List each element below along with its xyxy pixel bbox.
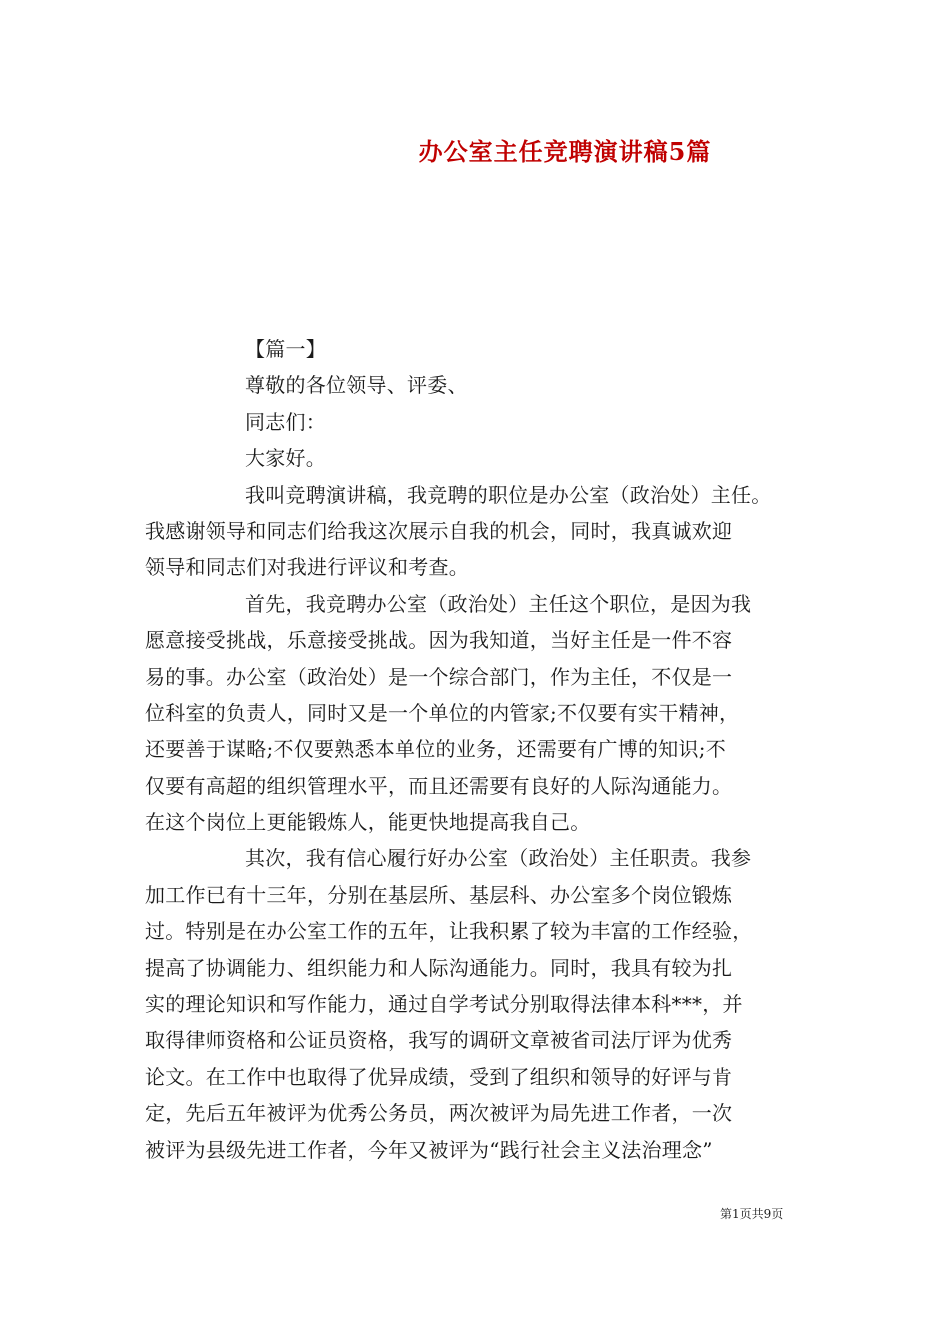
paragraph-line: 领导和同志们对我进行评议和考查。 <box>145 555 469 580</box>
paragraph-line: 首先，我竞聘办公室（政治处）主任这个职位，是因为我 <box>245 591 752 616</box>
paragraph-line: 还要善于谋略;不仅要熟悉本单位的业务，还需要有广博的知识;不 <box>145 737 726 762</box>
greeting-line: 大家好。 <box>245 446 326 471</box>
paragraph-line: 易的事。办公室（政治处）是一个综合部门，作为主任，不仅是一 <box>145 664 733 689</box>
paragraph-line: 定，先后五年被评为优秀公务员，两次被评为局先进工作者，一次 <box>145 1101 733 1126</box>
document-body <box>145 331 825 1168</box>
paragraph-line: 论文。在工作中也取得了优异成绩，受到了组织和领导的好评与肯 <box>145 1064 733 1089</box>
paragraph-line: 加工作已有十三年，分别在基层所、基层科、办公室多个岗位锻炼 <box>145 882 733 907</box>
paragraph-line: 取得律师资格和公证员资格，我写的调研文章被省司法厅评为优秀 <box>145 1028 733 1053</box>
section-heading: 【篇一】 <box>245 337 326 361</box>
paragraph-line: 被评为县级先进工作者，今年又被评为“践行社会主义法治理念” <box>145 1137 713 1162</box>
paragraph-line: 愿意接受挑战，乐意接受挑战。因为我知道，当好主任是一件不容 <box>145 628 733 653</box>
paragraph-line: 实的理论知识和写作能力，通过自学考试分别取得法律本科***，并 <box>145 992 743 1017</box>
paragraph-line: 位科室的负责人，同时又是一个单位的内管家;不仅要有实干精神， <box>145 700 740 725</box>
paragraph-line: 仅要有高超的组织管理水平，而且还需要有良好的人际沟通能力。 <box>145 773 733 798</box>
salutation-line: 同志们： <box>245 409 326 434</box>
paragraph-line: 其次，我有信心履行好办公室（政治处）主任职责。我参 <box>245 846 752 871</box>
paragraph-line: 过。特别是在办公室工作的五年，让我积累了较为丰富的工作经验， <box>145 919 753 944</box>
paragraph-line: 我感谢领导和同志们给我这次展示自我的机会，同时，我真诚欢迎 <box>145 518 733 543</box>
page-number: 第1页共9页 <box>720 1207 784 1221</box>
paragraph-line: 在这个岗位上更能锻炼人，能更快地提高我自己。 <box>145 810 591 835</box>
paragraph-line: 提高了协调能力、组织能力和人际沟通能力。同时，我具有较为扎 <box>145 955 733 980</box>
document-title: 办公室主任竞聘演讲稿5篇 <box>418 137 712 166</box>
paragraph-line: 我叫竞聘演讲稿，我竞聘的职位是办公室（政治处）主任。 <box>245 482 772 507</box>
salutation-line: 尊敬的各位领导、评委、 <box>245 373 468 398</box>
